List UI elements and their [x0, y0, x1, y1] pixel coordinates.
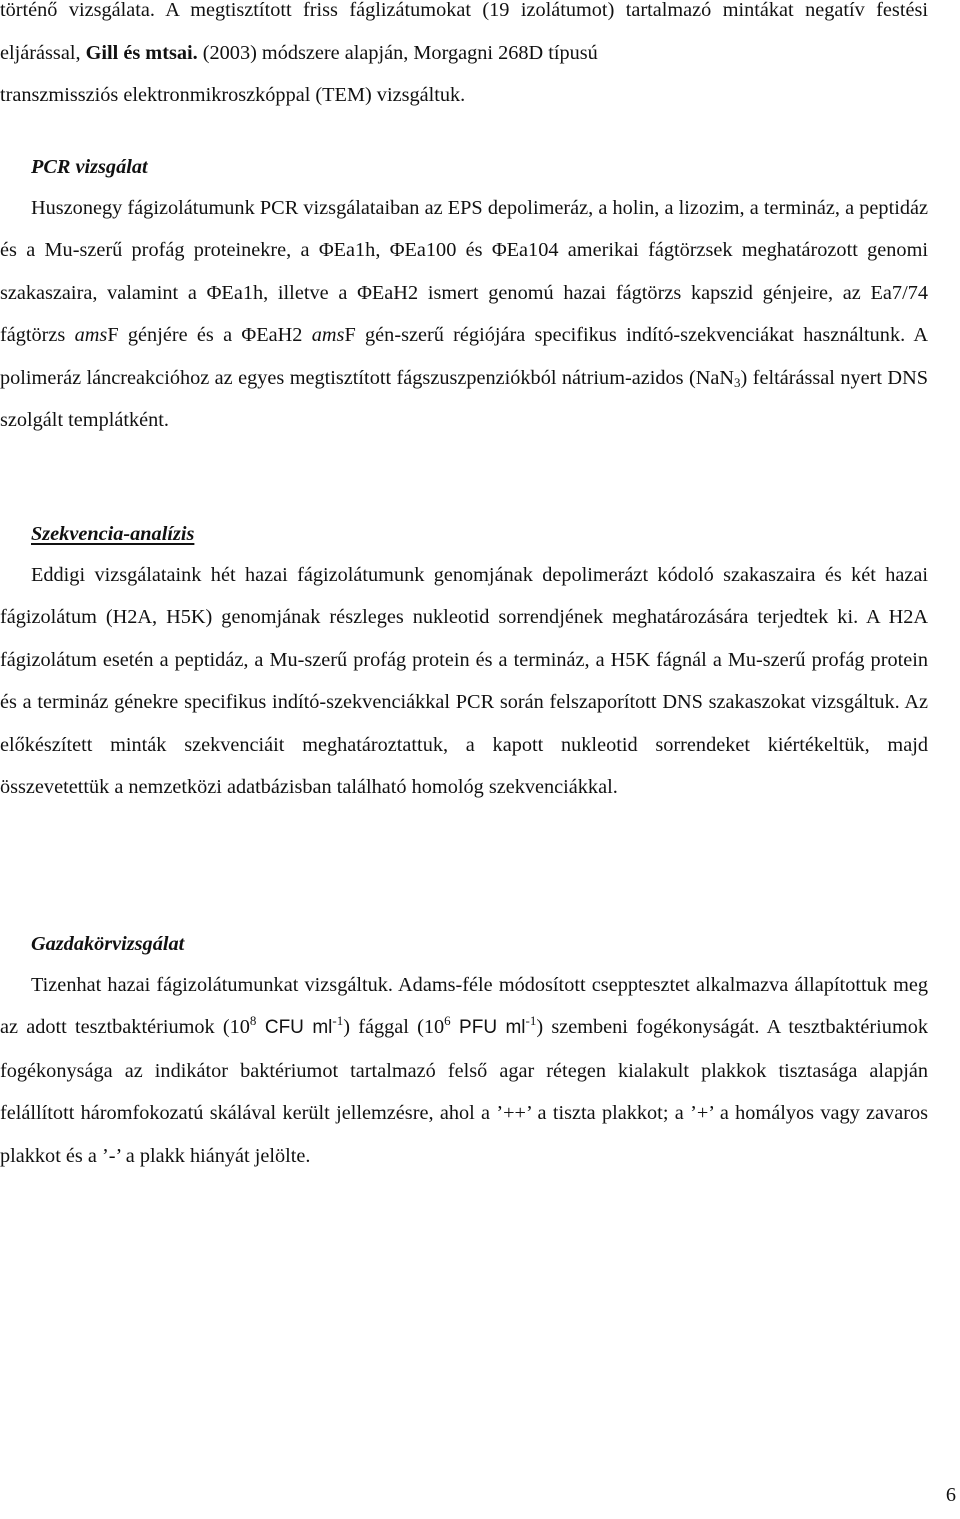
host-text-e: ) szembeni fogékonyságát. A tesztbaktériumok fogékonysága az indikátor baktériumot tartalmazó felső agar rétegen kialakult plakkok tisztasága alapján felállított háromfokozatú skálával került jellemzésre, ahol a ’++’ a tiszta plakkot; a ’+’ a homályos vagy zavaros plakkot és a ’-’ a plakk hiányát jelölte.: [0, 1016, 929, 1167]
citation-authors: Gill és mtsai.: [85, 41, 198, 64]
sequence-paragraph: [0, 554, 928, 808]
intro-line-3: transzmissziós elektronmikroszkóppal (TEM) vizsgáltuk.: [0, 84, 466, 106]
superscript: -1: [525, 1013, 537, 1029]
host-text-a: Tizenhat hazai fágizolátumunkat vizsgáltuk. Adams-féle módosított csepptesztet alkalmazva állapítottuk meg az adott tesztbaktériumok (10: [0, 974, 928, 1039]
superscript: -1: [332, 1013, 344, 1029]
intro-line-2-end: (2003) módszere alapján, Morgagni 268D típusú: [197, 41, 598, 64]
pcr-text-2c: F: [344, 324, 356, 347]
intro-line-1: történő vizsgálata. A megtisztított friss fáglizátumokat (19 izolátumot) tartalmazó mintákat: [0, 0, 794, 21]
unit-text: PFU ml: [450, 1017, 526, 1039]
page-number: 6: [945, 1484, 956, 1506]
section-title-host-range: Gazdakörvizsgálat: [31, 933, 185, 955]
host-range-paragraph: [0, 964, 928, 1177]
superscript: 6: [444, 1013, 451, 1029]
intro-paragraph: [0, 0, 928, 117]
pcr-text-3: gén-szerű régiójára specifikus indító-szekvenciákat használtunk. A polimeráz láncreakcióhoz az egyes megtisztított fágszuszpenziókból nátrium-azidos (NaN: [0, 324, 928, 389]
subscript: 3: [734, 374, 741, 390]
sequence-text: Eddigi vizsgálataink hét hazai fágizolátumunk genomjának depolimerázt kódoló szakaszaira és két hazai fágizolátum (H2A, H5K) genomjának részleges nukleotid sorrendjének meghatározására terjedtek ki. A H2A fágizolátum esetén a peptidáz, a Mu-szerű profág protein és a termináz, a H5K fágnál a Mu-szerű profág protein és a termináz génekre specifikus indító-szekvenciákkal PCR során felszaporított DNS szakaszokat vizsgáltuk. Az előkészített minták szekvenciáit meghatároztattuk, a kapott nukleotid sorrendeket kiértékeltük, majd összevetettük a nemzetközi adatbázisban található homológ szekvenciákkal.: [0, 564, 928, 799]
unit-text: CFU ml: [256, 1017, 333, 1039]
gene-name-italic: ams: [74, 324, 108, 347]
pcr-text-2: fágtörzsek meghatározott genomi szakaszaira, valamint a ΦEa1h, illetve a ΦEaH2 ismert genomú hazai fágtörzs kapszid génjeire, az Ea7/74 fágtörzs: [0, 239, 928, 347]
intro-line-2-start: negatív festési eljárással,: [0, 0, 928, 64]
section-title-sequence: Szekvencia-analízis: [31, 523, 195, 545]
pcr-text-2b: F génjére és a ΦEaH2: [107, 324, 312, 347]
gene-name-italic: ams: [311, 324, 345, 347]
section-title-pcr: PCR vizsgálat: [31, 156, 148, 178]
pcr-paragraph: [0, 187, 928, 441]
host-text-c: ) fággal (10: [343, 1016, 445, 1039]
pcr-text-3b: ) feltárással nyert DNS szolgált templátként.: [0, 366, 928, 432]
pcr-text-1: Huszonegy fágizolátumunk PCR vizsgálataiban az EPS depolimeráz, a holin, a lizozim, a termináz, a peptidáz és a Mu-szerű profág proteinekre, a ΦEa1h, ΦEa100 és ΦEa104 amerikai: [0, 197, 928, 262]
superscript: 8: [249, 1013, 257, 1029]
